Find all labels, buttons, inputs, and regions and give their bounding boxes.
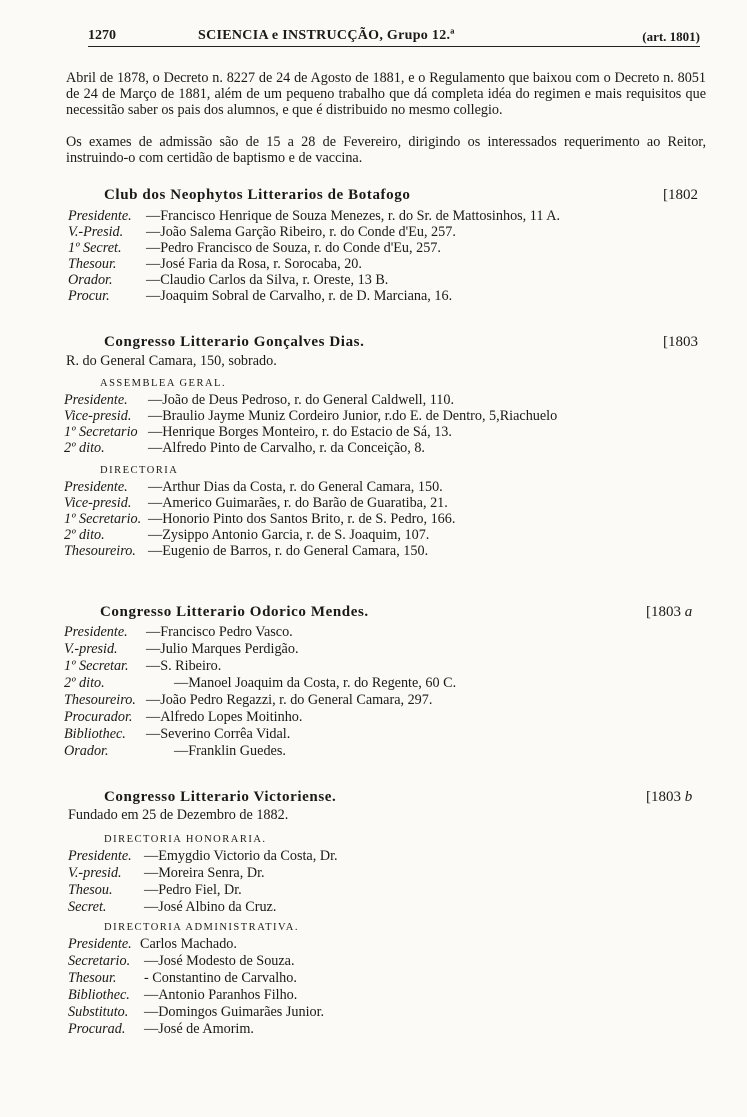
subheading: ASSEMBLEA GERAL. bbox=[100, 378, 227, 389]
intro-paragraph-2: Os exames de admissão são de 15 a 28 de Fevereiro, dirigindo os interessados requerimento ao Reitor, instruindo-o com certidão de baptismo e de vaccina. bbox=[66, 134, 706, 166]
member-text: —Antonio Paranhos Filho. bbox=[144, 987, 298, 1003]
role-label: Thesour. bbox=[68, 970, 117, 986]
member-text: —Henrique Borges Monteiro, r. do Estacio de Sá, 13. bbox=[148, 424, 452, 440]
header-rule bbox=[88, 46, 700, 47]
role-label: V.-Presid. bbox=[68, 224, 124, 240]
section-title: Congresso Litterario Odorico Mendes. bbox=[100, 604, 369, 620]
role-label: Presidente. bbox=[64, 392, 128, 408]
member-row bbox=[64, 424, 452, 440]
role-label: Presidente. bbox=[64, 624, 128, 640]
page-number: 1270 bbox=[88, 28, 116, 43]
member-text: —João Pedro Regazzi, r. do General Camara, 297. bbox=[146, 692, 433, 708]
founded-line: Fundado em 25 de Dezembro de 1882. bbox=[68, 807, 289, 823]
member-row bbox=[68, 208, 560, 224]
member-text: —Arthur Dias da Costa, r. do General Camara, 150. bbox=[148, 479, 443, 495]
member-text: —Zysippo Antonio Garcia, r. de S. Joaquim, 107. bbox=[148, 527, 430, 543]
header-title: SCIENCIA e INSTRUCÇÃO, Grupo 12.ª bbox=[198, 28, 455, 43]
section-number bbox=[646, 604, 692, 621]
member-text: —Emygdio Victorio da Costa, Dr. bbox=[144, 848, 338, 864]
section-title: Congresso Litterario Gonçalves Dias. bbox=[104, 334, 365, 350]
member-row bbox=[68, 1004, 324, 1020]
member-row bbox=[68, 288, 452, 304]
member-row bbox=[68, 865, 265, 881]
member-text: —Julio Marques Perdigão. bbox=[146, 641, 299, 657]
member-text: —Joaquim Sobral de Carvalho, r. de D. Marciana, 16. bbox=[146, 288, 453, 304]
member-text: —Francisco Pedro Vasco. bbox=[146, 624, 293, 640]
section-number-main: [1803 bbox=[646, 789, 681, 805]
member-row bbox=[68, 936, 237, 952]
member-text: Carlos Machado. bbox=[140, 936, 237, 952]
section-number bbox=[646, 789, 692, 806]
member-text: - Constantino de Carvalho. bbox=[144, 970, 297, 986]
role-label: Procurador. bbox=[64, 709, 133, 725]
member-row bbox=[64, 743, 286, 759]
member-text: —José Albino da Cruz. bbox=[144, 899, 277, 915]
member-text: —Manoel Joaquim da Costa, r. do Regente, 60 C. bbox=[174, 675, 457, 691]
role-label: Thesoureiro. bbox=[64, 543, 136, 559]
intro-paragraph-1: Abril de 1878, o Decreto n. 8227 de 24 de Agosto de 1881, e o Regulamento que baixou com o Decreto n. 8051 de 24 de Março de 1881, além de um pequeno trabalho que dá completa idéa do regimen e mais requisitos que necessitão saber os pais dos alumnos, e que é distribuido no mesmo collegio. bbox=[66, 70, 706, 118]
section-number-main: [1803 bbox=[646, 604, 681, 620]
role-label: 2º dito. bbox=[64, 527, 105, 543]
member-text: —S. Ribeiro. bbox=[146, 658, 222, 674]
member-row bbox=[68, 970, 297, 986]
role-label: Vice-presid. bbox=[64, 408, 132, 424]
role-label: Presidente. bbox=[64, 479, 128, 495]
member-row bbox=[64, 692, 432, 708]
section-title: Congresso Litterario Victoriense. bbox=[104, 789, 337, 805]
role-label: Substituto. bbox=[68, 1004, 129, 1020]
member-text: —Alfredo Pinto de Carvalho, r. da Conceição, 8. bbox=[148, 440, 425, 456]
member-text: —João de Deus Pedroso, r. do General Caldwell, 110. bbox=[148, 392, 455, 408]
member-text: —José de Amorim. bbox=[144, 1021, 254, 1037]
role-label: Bibliothec. bbox=[68, 987, 130, 1003]
member-text: —Americo Guimarães, r. do Barão de Guaratiba, 21. bbox=[148, 495, 448, 511]
role-label: 2º dito. bbox=[64, 675, 105, 691]
subheading: DIRECTORIA bbox=[100, 465, 179, 476]
role-label: Vice-presid. bbox=[64, 495, 132, 511]
member-text: —José Faria da Rosa, r. Sorocaba, 20. bbox=[146, 256, 362, 272]
role-label: Orador. bbox=[64, 743, 109, 759]
section-number-suffix: a bbox=[684, 604, 693, 620]
header-article: (art. 1801) bbox=[642, 29, 700, 44]
role-label: V.-presid. bbox=[68, 865, 122, 881]
member-text: —Honorio Pinto dos Santos Brito, r. de S. Pedro, 166. bbox=[148, 511, 456, 527]
member-text: —Pedro Francisco de Souza, r. do Conde d'Eu, 257. bbox=[146, 240, 441, 256]
member-row bbox=[68, 899, 276, 915]
role-label: 1º Secretario bbox=[64, 424, 138, 440]
role-label: Thesour. bbox=[68, 256, 117, 272]
role-label: V.-presid. bbox=[64, 641, 118, 657]
member-row bbox=[64, 641, 299, 657]
role-label: 1º Secretario. bbox=[64, 511, 142, 527]
member-text: —Pedro Fiel, Dr. bbox=[144, 882, 242, 898]
member-row bbox=[64, 408, 557, 424]
member-row bbox=[64, 675, 456, 691]
member-row bbox=[68, 240, 441, 256]
member-text: —João Salema Garção Ribeiro, r. do Conde d'Eu, 257. bbox=[146, 224, 456, 240]
role-label: Presidente. bbox=[68, 848, 132, 864]
role-label: Orador. bbox=[68, 272, 113, 288]
member-row bbox=[68, 272, 388, 288]
member-row bbox=[68, 256, 362, 272]
role-label: 1º Secret. bbox=[68, 240, 122, 256]
section-number: [1802 bbox=[663, 187, 698, 203]
member-text: —Claudio Carlos da Silva, r. Oreste, 13 B. bbox=[146, 272, 389, 288]
member-row bbox=[68, 848, 338, 864]
member-row bbox=[64, 709, 302, 725]
member-row bbox=[64, 658, 221, 674]
section-number: [1803 bbox=[663, 334, 698, 350]
member-row bbox=[68, 1021, 254, 1037]
member-row bbox=[64, 543, 428, 559]
member-row bbox=[64, 511, 455, 527]
member-row bbox=[64, 624, 293, 640]
role-label: Bibliothec. bbox=[64, 726, 126, 742]
member-row bbox=[64, 726, 290, 742]
role-label: Thesou. bbox=[68, 882, 113, 898]
role-label: Secretario. bbox=[68, 953, 131, 969]
role-label: 1º Secretar. bbox=[64, 658, 129, 674]
role-label: Thesoureiro. bbox=[64, 692, 136, 708]
role-label: Procur. bbox=[68, 288, 110, 304]
member-text: —José Modesto de Souza. bbox=[144, 953, 295, 969]
member-row bbox=[64, 392, 454, 408]
member-text: —Alfredo Lopes Moitinho. bbox=[146, 709, 303, 725]
member-row bbox=[68, 987, 297, 1003]
role-label: 2º dito. bbox=[64, 440, 105, 456]
member-text: —Domingos Guimarães Junior. bbox=[144, 1004, 325, 1020]
role-label: Presidente. bbox=[68, 208, 132, 224]
member-row bbox=[64, 527, 429, 543]
member-text: —Severino Corrêa Vidal. bbox=[146, 726, 291, 742]
member-text: —Moreira Senra, Dr. bbox=[144, 865, 265, 881]
member-row bbox=[68, 953, 295, 969]
member-text: —Braulio Jayme Muniz Cordeiro Junior, r.do E. de Dentro, 5,Riachuelo bbox=[148, 408, 558, 424]
member-row bbox=[64, 479, 443, 495]
member-row bbox=[64, 440, 425, 456]
running-header bbox=[88, 28, 700, 48]
section-number-suffix: b bbox=[684, 789, 693, 805]
subheading: DIRECTORIA ADMINISTRATIVA. bbox=[104, 922, 299, 933]
member-row bbox=[68, 882, 242, 898]
role-label: Secret. bbox=[68, 899, 107, 915]
role-label: Procurad. bbox=[68, 1021, 126, 1037]
member-text: —Francisco Henrique de Souza Menezes, r. do Sr. de Mattosinhos, 11 A. bbox=[146, 208, 560, 224]
member-text: —Franklin Guedes. bbox=[174, 743, 286, 759]
member-row bbox=[64, 495, 448, 511]
role-label: Presidente. bbox=[68, 936, 132, 952]
section-address: R. do General Camara, 150, sobrado. bbox=[66, 353, 277, 369]
member-text: —Eugenio de Barros, r. do General Camara, 150. bbox=[148, 543, 429, 559]
subheading: DIRECTORIA HONORARIA. bbox=[104, 834, 267, 845]
section-title: Club dos Neophytos Litterarios de Botafogo bbox=[104, 187, 411, 203]
member-row bbox=[68, 224, 456, 240]
